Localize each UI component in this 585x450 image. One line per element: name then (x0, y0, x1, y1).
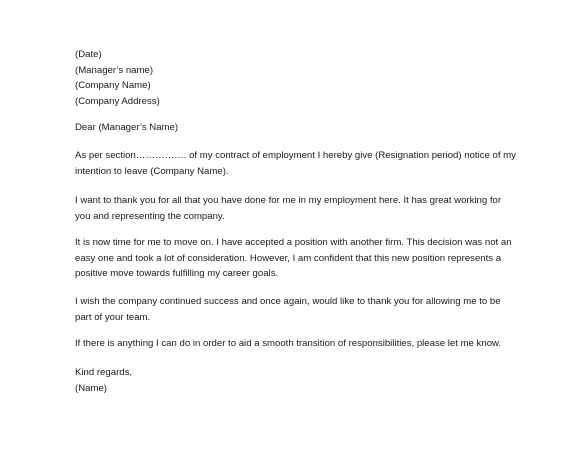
paragraph-line: you and representing the company. (75, 210, 225, 222)
salutation-text: Dear (Manager’s Name) (75, 122, 179, 133)
paragraph-line: easy one and took a lot of consideration. However, I am confident that this new position represents a (75, 252, 502, 264)
date-line: (Date) (75, 49, 102, 60)
paragraph-line: If there is anything I can do in order to aid a smooth transition of responsibilities, please let me know. (75, 338, 502, 349)
closing-block (75, 365, 132, 396)
paragraph-line: I want to thank you for all that you have done for me in my employment here. It has great working for (75, 195, 502, 206)
paragraph-line: part of your team. (75, 311, 151, 323)
paragraph-thanks (75, 193, 501, 224)
paragraph-line: intention to leave (Company Name). (75, 165, 229, 177)
paragraph-line: It is now time for me to move on. I have accepted a position with another firm. This decision was not an (75, 237, 512, 248)
paragraph-notice (75, 148, 516, 179)
signature-name: (Name) (75, 382, 107, 394)
paragraph-line: I wish the company continued success and once again, would like to thank you for allowing me to be (75, 296, 501, 307)
paragraph-line: As per section……………. of my contract of employment I hereby give (Resignation period) notice of my (75, 150, 516, 161)
salutation (75, 120, 178, 136)
sender-address-block (75, 47, 160, 109)
closing-regards: Kind regards, (75, 367, 133, 378)
company-name-line: (Company Name) (75, 80, 151, 91)
paragraph-wishes (75, 294, 501, 325)
company-address-line: (Company Address) (75, 95, 160, 107)
paragraph-transition (75, 336, 501, 352)
paragraph-line: positive move towards fulfilling my career goals. (75, 268, 279, 279)
manager-name-line: (Manager’s name) (75, 64, 154, 76)
paragraph-moving-on (75, 235, 512, 282)
